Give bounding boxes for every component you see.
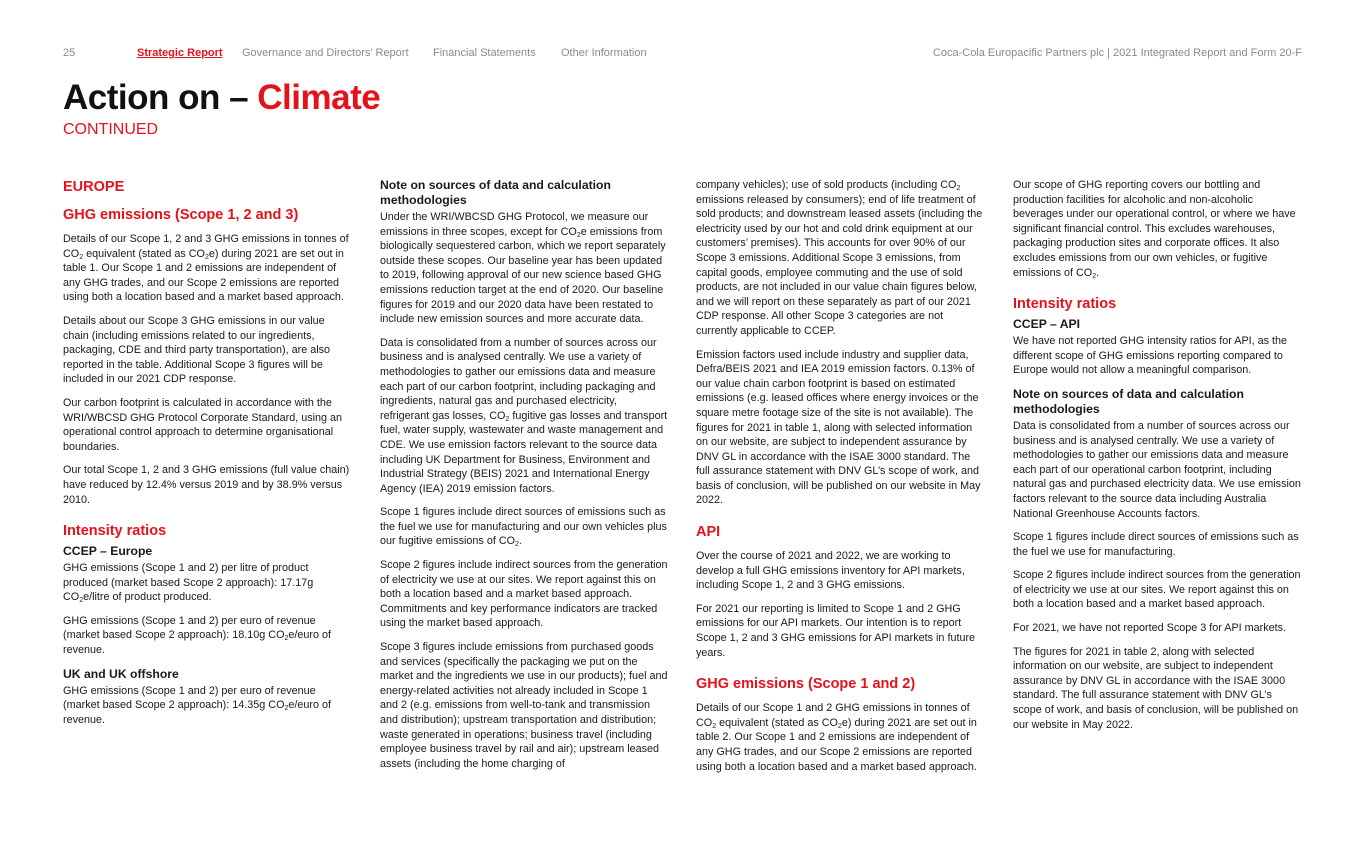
- nav-governance[interactable]: Governance and Directors’ Report: [242, 47, 409, 59]
- paragraph: Scope 2 figures include indirect sources from the generation of electricity we use at our sites. We report against this on both a location based and a market based approach. Commitments and key performance indicators are tracked using the market based approach.: [380, 559, 668, 630]
- paragraph: Over the course of 2021 and 2022, we are working to develop a full GHG emissions inventory for API markets, including Scope 1, 2 and 3 GHG emissions.: [696, 550, 965, 592]
- paragraph: GHG emissions (Scope 1 and 2) per litre of product produced (market based Scope 2 approach): 17.17g $CO_2e$/litre of product produced.: [63, 562, 314, 605]
- europe-heading: EUROPE: [63, 179, 125, 195]
- paragraph: Details about our Scope 3 GHG emissions in our value chain (including emissions related to our ingredients, packaging, CDE and third party transportation), are also reported in the table. Additional Scope 3 figures will be included in our 2021 CDP response.: [63, 314, 331, 386]
- column-1: [63, 178, 351, 736]
- paragraph: GHG emissions (Scope 1 and 2) per euro of revenue (market based Scope 2 approach): 14.35g $CO_2e$/euro of revenue.: [63, 684, 331, 726]
- report-title: Coca-Cola Europacific Partners plc | 2021 Integrated Report and Form 20-F: [932, 47, 1302, 59]
- top-navigation: [63, 47, 1302, 63]
- paragraph: company vehicles); use of sold products (including $CO_2$ emissions released by consumers); end of life treatment of sold products; and downstream leased assets (including the electricity used by our hot and cold drink equipment at our customers’ premises). This accounts for over 90% of our Scope 3 emissions. Additional Scope 3 emissions, from capital goods, employee commuting and the use of sold products, are not included in our value chain figures below, and we will report on these separately as part of our 2021 CDP response. All other Scope 3 categories are not currently applicable to CCEP.: [696, 179, 983, 337]
- page-number: 25: [63, 47, 76, 59]
- column-4: [1013, 178, 1301, 741]
- intensity-ratios-api-heading: Intensity ratios: [1013, 296, 1117, 313]
- paragraph: For 2021 our reporting is limited to Scope 1 and 2 GHG emissions for our API markets. Our intention is to report Scope 1, 2 and 3 GHG emissions for API markets in future years.: [696, 602, 976, 659]
- paragraph: Data is consolidated from a number of sources across our business and is analysed centrally. We use a variety of methodologies to gather our emissions data and measure each part of our operational carbon footprint, including natural gas and purchased electricity data. We use emission factors relevant to the source data including Australia National Greenhouse Accounts factors.: [1013, 419, 1301, 520]
- ghg-scope-123-heading: GHG emissions (Scope 1, 2 and 3): [63, 207, 299, 223]
- nav-financial-statements[interactable]: Financial Statements: [433, 47, 536, 59]
- paragraph: Scope 1 figures include direct sources of emissions such as the fuel we use for manufacturing and our own vehicles plus our fugitive emissions of $CO_2$.: [380, 506, 667, 549]
- paragraph: Under the WRI/WBCSD GHG Protocol, we measure our emissions in three scopes, except for $CO_2e$ emissions from biologically sequestered carbon, which we report separately outside these scopes. Our baseline year has been updated to 2019, following approval of our new science based GHG emissions reduction target at the end of 2020. Our baseline figures for 2019 and our 2020 data have been restated to include new emission sources and more accurate data.: [380, 211, 666, 326]
- paragraph: For 2021, we have not reported Scope 3 for API markets.: [1013, 622, 1287, 635]
- column-2: [380, 178, 668, 780]
- note-sources-api-heading: Note on sources of data and calculation methodologies: [1013, 386, 1244, 416]
- continued-label: CONTINUED: [63, 121, 159, 138]
- page-title: Action on – Climate: [63, 78, 381, 117]
- ghg-scope-12-heading: GHG emissions (Scope 1 and 2): [696, 676, 916, 693]
- paragraph: GHG emissions (Scope 1 and 2) per euro of revenue (market based Scope 2 approach): 18.10g $CO_2e$/euro of revenue.: [63, 614, 331, 657]
- paragraph: Emission factors used include industry and supplier data, Defra/BEIS 2021 and IEA 2019 emission factors. 0.13% of our value chain carbon footprint is based on estimated emissions (e.g. leased offices where energy invoices or the square metre footage size of the site is not available). The figures for 2021 in table 1, along with selected information on our website, are subject to independent assurance by DNV GL in accordance with the ISAE 3000 standard. The full assurance statement with DNV GL’s scope of work, and basis of conclusion, will be published on our website in May 2022.: [696, 348, 981, 507]
- paragraph: Scope 1 figures include direct sources of emissions such as the fuel we use for manufacturing.: [1013, 531, 1299, 558]
- paragraph: Our scope of GHG reporting covers our bottling and production facilities for alcoholic and non-alcoholic beverages under our operational control, or where we have significant financial control. This excludes warehouses, packaging production sites and corporate offices. It also excludes emissions from our own vehicles, or fugitive emissions of $CO_2$.: [1013, 179, 1296, 280]
- note-sources-heading: Note on sources of data and calculation methodologies: [380, 178, 611, 207]
- nav-other-information[interactable]: Other Information: [561, 47, 647, 59]
- paragraph: Our total Scope 1, 2 and 3 GHG emissions (full value chain) have reduced by 12.4% versus 2019 and by 38.9% versus 2010.: [63, 464, 350, 506]
- uk-offshore-heading: UK and UK offshore: [63, 666, 179, 681]
- ccep-europe-heading: CCEP – Europe: [63, 544, 153, 559]
- nav-strategic-report[interactable]: Strategic Report: [137, 47, 223, 59]
- paragraph: Details of our Scope 1 and 2 GHG emissions in tonnes of $CO_2$ equivalent (stated as $CO_2e$) during 2021 are set out in table 2. Our Scope 1 and 2 emissions are independent of any GHG trades, and our Scope 2 emissions are reported using both a location based and a market based approach.: [696, 702, 977, 773]
- paragraph: Scope 2 figures include indirect sources from the generation of electricity we use at our sites. We report against this on both a location based and a market based approach.: [1013, 569, 1301, 611]
- paragraph: The figures for 2021 in table 2, along with selected information on our website, are subject to independent assurance by DNV GL in accordance with the ISAE 3000 standard. The full assurance statement with DNV GL’s scope of work, and basis of conclusion, will be published on our website in May 2022.: [1013, 645, 1299, 731]
- intensity-ratios-heading: Intensity ratios: [63, 523, 167, 540]
- paragraph: Data is consolidated from a number of sources across our business and is analysed centrally. We use a variety of methodologies to gather our emissions data and measure each part of our carbon footprint, including packaging and ingredients, natural gas and purchased electricity, refrigerant gas losses, $CO_2$ fugitive gas losses and transport fuel, water supply, wastewater and waste management and CDE. We use emission factors relevant to the source data including UK Department for Business, Environment and Industrial Strategy (BEIS) 2021 and International Energy Agency (IEA) 2019 emission factors.: [380, 336, 668, 495]
- paragraph: Details of our Scope 1, 2 and 3 GHG emissions in tonnes of $CO_2$ equivalent (stated as $CO_2e$) during 2021 are set out in table 1. Our Scope 1 and 2 emissions are independent of any GHG trades, and our Scope 2 emissions are reported using both a location based and a market based approach.: [63, 233, 349, 304]
- api-heading: API: [696, 524, 721, 541]
- column-3: [696, 178, 984, 783]
- paragraph: Scope 3 figures include emissions from purchased goods and services (specifically the packaging we put on the market and the ingredients we use in our products); fuel and energy-related activities not already included in Scope 1 and 2 (e.g. emissions from well-to-tank and transmission and distribution); upstream transportation and distribution; waste generated in operations; business travel (including employee business travel by rail and air); upstream leased assets (including the home charging of: [380, 641, 668, 770]
- paragraph: We have not reported GHG intensity ratios for API, as the different scope of GHG emissions reporting compared to Europe would not allow a meaningful comparison.: [1013, 335, 1288, 377]
- paragraph: Our carbon footprint is calculated in accordance with the WRI/WBCSD GHG Protocol Corporate Standard, using an operational control approach to determine organisational boundaries.: [63, 396, 343, 453]
- ccep-api-heading: CCEP – API: [1013, 317, 1081, 332]
